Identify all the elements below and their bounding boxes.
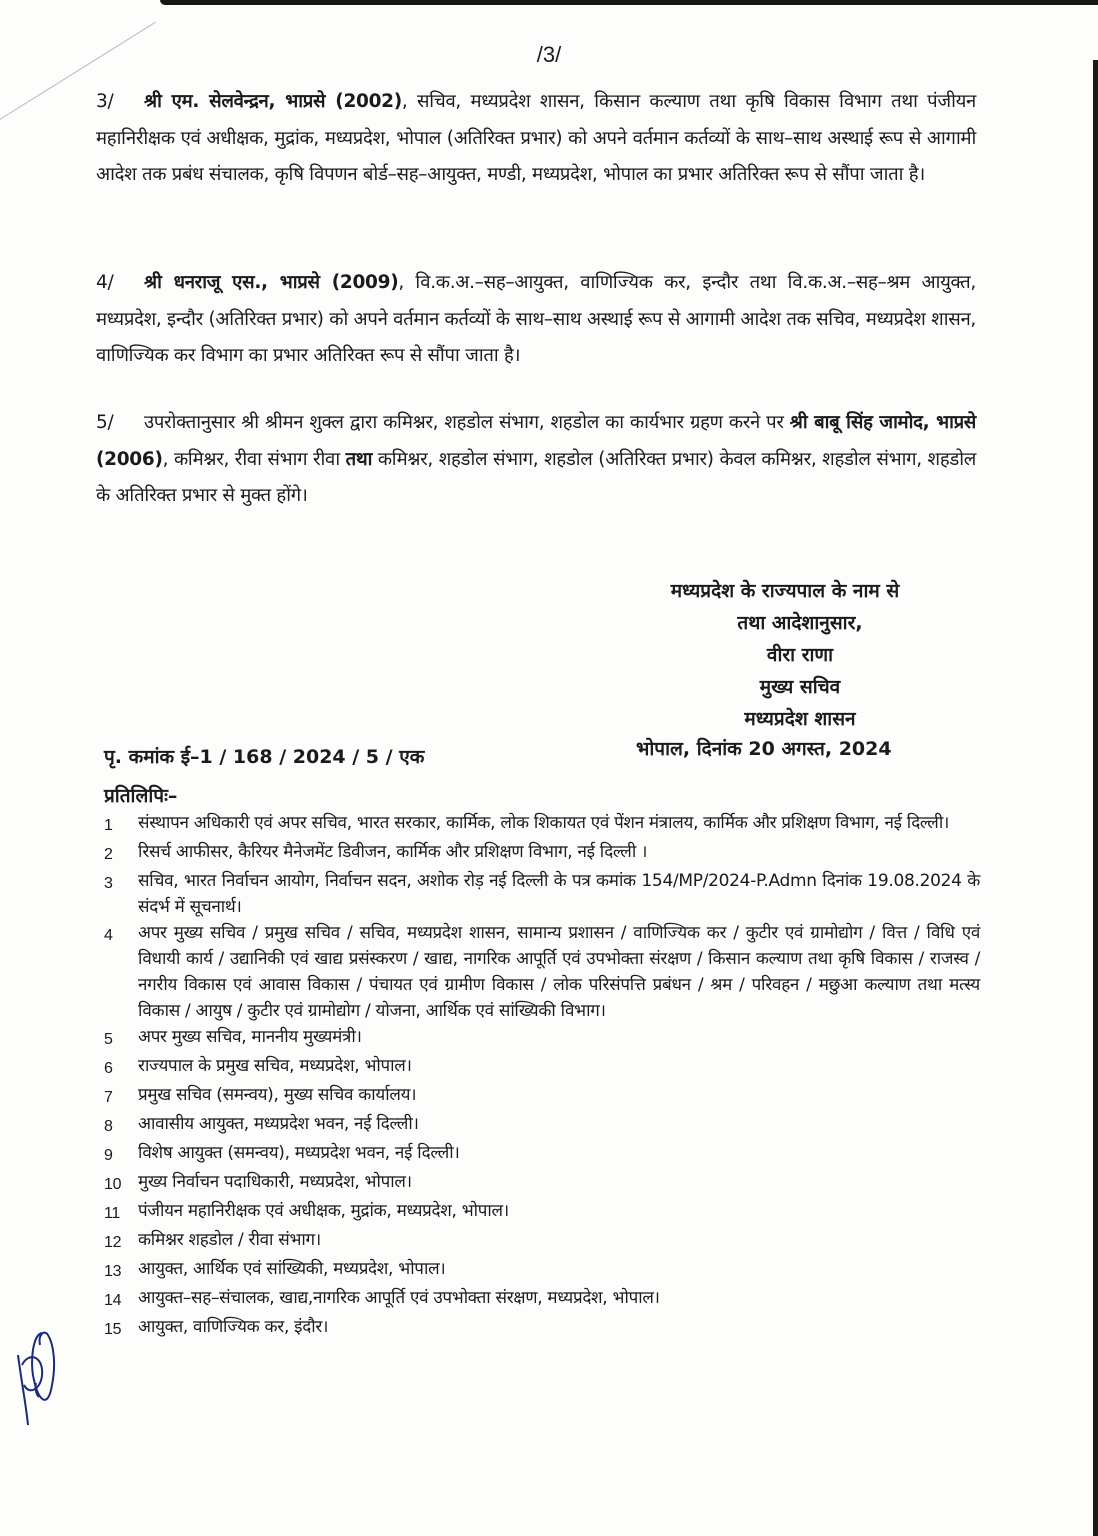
item-text: आयुक्त, आर्थिक एवं सांख्यिकी, मध्यप्रदेश, भोपाल। [138, 1259, 446, 1279]
paragraph-number: 5/ [96, 412, 114, 433]
paragraph-bold-word: तथा [345, 448, 373, 470]
list-item [104, 1198, 980, 1227]
list-item [104, 1256, 980, 1285]
list-item [104, 868, 980, 920]
paragraph-number: 4/ [96, 272, 114, 293]
reference-number: पृ. कमांक ई–1 / 168 / 2024 / 5 / एक [104, 746, 425, 768]
signatory-name: वीरा राणा [766, 644, 834, 666]
place-date: भोपाल, दिनांक 20 अगस्त, 2024 [636, 738, 892, 760]
signature-line-1: मध्यप्रदेश के राज्यपाल के नाम से [670, 580, 900, 602]
paragraph-text: कमिश्नर, शहडोल संभाग, शहडोल (अतिरिक्त प्रभार) केवल कमिश्नर, शहडोल संभाग, शहडोल के अतिरिक्त प्रभार से मुक्त होंगे। [96, 448, 976, 506]
item-number: 12 [104, 1234, 122, 1251]
item-number: 11 [104, 1205, 121, 1222]
list-item [104, 810, 980, 839]
item-text: अपर मुख्य सचिव / प्रमुख सचिव / सचिव, मध्यप्रदेश शासन, सामान्य प्रशासन / वाणिज्यिक कर / कुटीर एवं ग्रामोद्योग / वित्त / विधि एवं विधायी कार्य / उद्यानिकी एवं खाद्य प्रसंस्करण / खाद्य, नागरिक आपूर्ति एवं उपभोक्ता संरक्षण / किसान कल्याण तथा कृषि विकास / राजस्व / नगरीय विकास एवं आवास विकास / पंचायत एवं ग्रामीण विकास / लोक परिसंपत्ति प्रबंधन / श्रम / परिवहन / मछुआ कल्याण तथा मत्स्य विकास / आयुष / कुटीर एवं ग्रामोद्योग / योजना, आर्थिक एवं सांख्यिकी विभाग। [138, 923, 980, 1021]
paragraph-text: उपरोक्तानुसार श्री श्रीमन शुक्ल द्वारा कमिश्नर, शहडोल संभाग, शहडोल का कार्यभार ग्रहण करने पर [144, 412, 790, 433]
item-text: संस्थापन अधिकारी एवं अपर सचिव, भारत सरकार, कार्मिक, लोक शिकायत एवं पेंशन मंत्रालय, कार्मिक और प्रशिक्षण विभाग, नई दिल्ली। [138, 813, 950, 833]
list-item [104, 1053, 980, 1082]
page-number: /3/ [536, 42, 562, 67]
item-text: प्रमुख सचिव (समन्वय), मुख्य सचिव कार्यालय। [138, 1085, 417, 1105]
scan-right-edge [1093, 60, 1098, 1536]
paragraph-text: , कमिश्नर, रीवा संभाग रीवा [162, 448, 346, 470]
item-text: पंजीयन महानिरीक्षक एवं अधीक्षक, मुद्रांक, मध्यप्रदेश, भोपाल। [138, 1201, 509, 1221]
item-number: 3 [104, 875, 113, 892]
item-text: विशेष आयुक्त (समन्वय), मध्यप्रदेश भवन, नई दिल्ली। [138, 1143, 460, 1163]
order-paragraph-4 [96, 265, 976, 375]
signature-block [600, 575, 1000, 735]
scan-top-edge [160, 0, 1098, 5]
list-item [104, 1314, 980, 1343]
list-item [104, 920, 980, 1024]
item-text: राज्यपाल के प्रमुख सचिव, मध्यप्रदेश, भोपाल। [138, 1056, 412, 1076]
item-text: मुख्य निर्वाचन पदाधिकारी, मध्यप्रदेश, भोपाल। [138, 1172, 412, 1192]
item-number: 4 [104, 927, 113, 944]
item-number: 6 [104, 1060, 113, 1077]
order-paragraph-5 [96, 405, 976, 515]
officer-name: श्री धनराजू एस., भाप्रसे (2009) [144, 272, 399, 293]
item-text: आयुक्त–सह–संचालक, खाद्य,नागरिक आपूर्ति एवं उपभोक्ता संरक्षण, मध्यप्रदेश, भोपाल। [138, 1288, 660, 1308]
officer-name: श्री बाबू सिंह जामोद, भाप्रसे (2006) [96, 412, 976, 470]
item-number: 10 [104, 1176, 122, 1193]
item-text: सचिव, भारत निर्वाचन आयोग, निर्वाचन सदन, अशोक रोड़ नई दिल्ली के पत्र कमांक 154/MP/2024-P.Admn दिनांक 19.08.2024 के संदर्भ में सूचनार्थ। [138, 871, 980, 917]
item-number: 1 [104, 817, 113, 834]
handwritten-initials-icon [8, 1325, 68, 1435]
paragraph-number: 3/ [96, 91, 114, 112]
list-item [104, 1227, 980, 1256]
copy-list [104, 810, 980, 1343]
item-text: रिसर्च आफीसर, कैरियर मैनेजमेंट डिवीजन, कार्मिक और प्रशिक्षण विभाग, नई दिल्ली । [138, 842, 648, 862]
item-text: कमिश्नर शहडोल / रीवा संभाग। [138, 1230, 321, 1250]
paragraph-text: , वि.क.अ.–सह–आयुक्त, वाणिज्यिक कर, इन्दौर तथा वि.क.अ.–सह–श्रम आयुक्त, मध्यप्रदेश, इन्दौर (अतिरिक्त प्रभार) को अपने वर्तमान कर्तव्यों के साथ–साथ अस्थाई रूप से आगामी आदेश तक सचिव, मध्यप्रदेश शासन, वाणिज्यिक कर विभाग का प्रभार अतिरिक्त रूप से सौंपा जाता है। [96, 272, 976, 366]
list-item [104, 1285, 980, 1314]
item-number: 8 [104, 1118, 113, 1135]
list-item [104, 1024, 980, 1053]
paragraph-text: , सचिव, मध्यप्रदेश शासन, किसान कल्याण तथा कृषि विकास विभाग तथा पंजीयन महानिरीक्षक एवं अधीक्षक, मुद्रांक, मध्यप्रदेश, भोपाल (अतिरिक्त प्रभार) को अपने वर्तमान कर्तव्यों के साथ–साथ अस्थाई रूप से आगामी आदेश तक प्रबंध संचालक, कृषि विपणन बोर्ड–सह–आयुक्त, मण्डी, मध्यप्रदेश, भोपाल का प्रभार अतिरिक्त रूप से सौंपा जाता है। [96, 91, 976, 185]
list-item [104, 1111, 980, 1140]
item-text: अपर मुख्य सचिव, माननीय मुख्यमंत्री। [138, 1027, 362, 1047]
item-number: 7 [104, 1089, 113, 1106]
item-text: आयुक्त, वाणिज्यिक कर, इंदौर। [138, 1317, 329, 1337]
item-number: 14 [104, 1292, 122, 1309]
item-number: 5 [104, 1031, 113, 1048]
officer-name: श्री एम. सेलवेन्द्रन, भाप्रसे (2002) [144, 91, 402, 112]
item-number: 13 [104, 1263, 122, 1280]
list-item [104, 1140, 980, 1169]
copy-heading: प्रतिलिपिः– [104, 785, 178, 807]
signatory-office: मध्यप्रदेश शासन [744, 708, 856, 730]
list-item [104, 1082, 980, 1111]
item-number: 15 [104, 1321, 122, 1338]
list-item [104, 839, 980, 868]
signature-line-2: तथा आदेशानुसार, [737, 612, 863, 634]
item-text: आवासीय आयुक्त, मध्यप्रदेश भवन, नई दिल्ली। [138, 1114, 419, 1134]
item-number: 2 [104, 846, 113, 863]
list-item [104, 1169, 980, 1198]
signatory-designation: मुख्य सचिव [759, 676, 841, 698]
item-number: 9 [104, 1147, 113, 1164]
order-paragraph-3 [96, 84, 976, 194]
